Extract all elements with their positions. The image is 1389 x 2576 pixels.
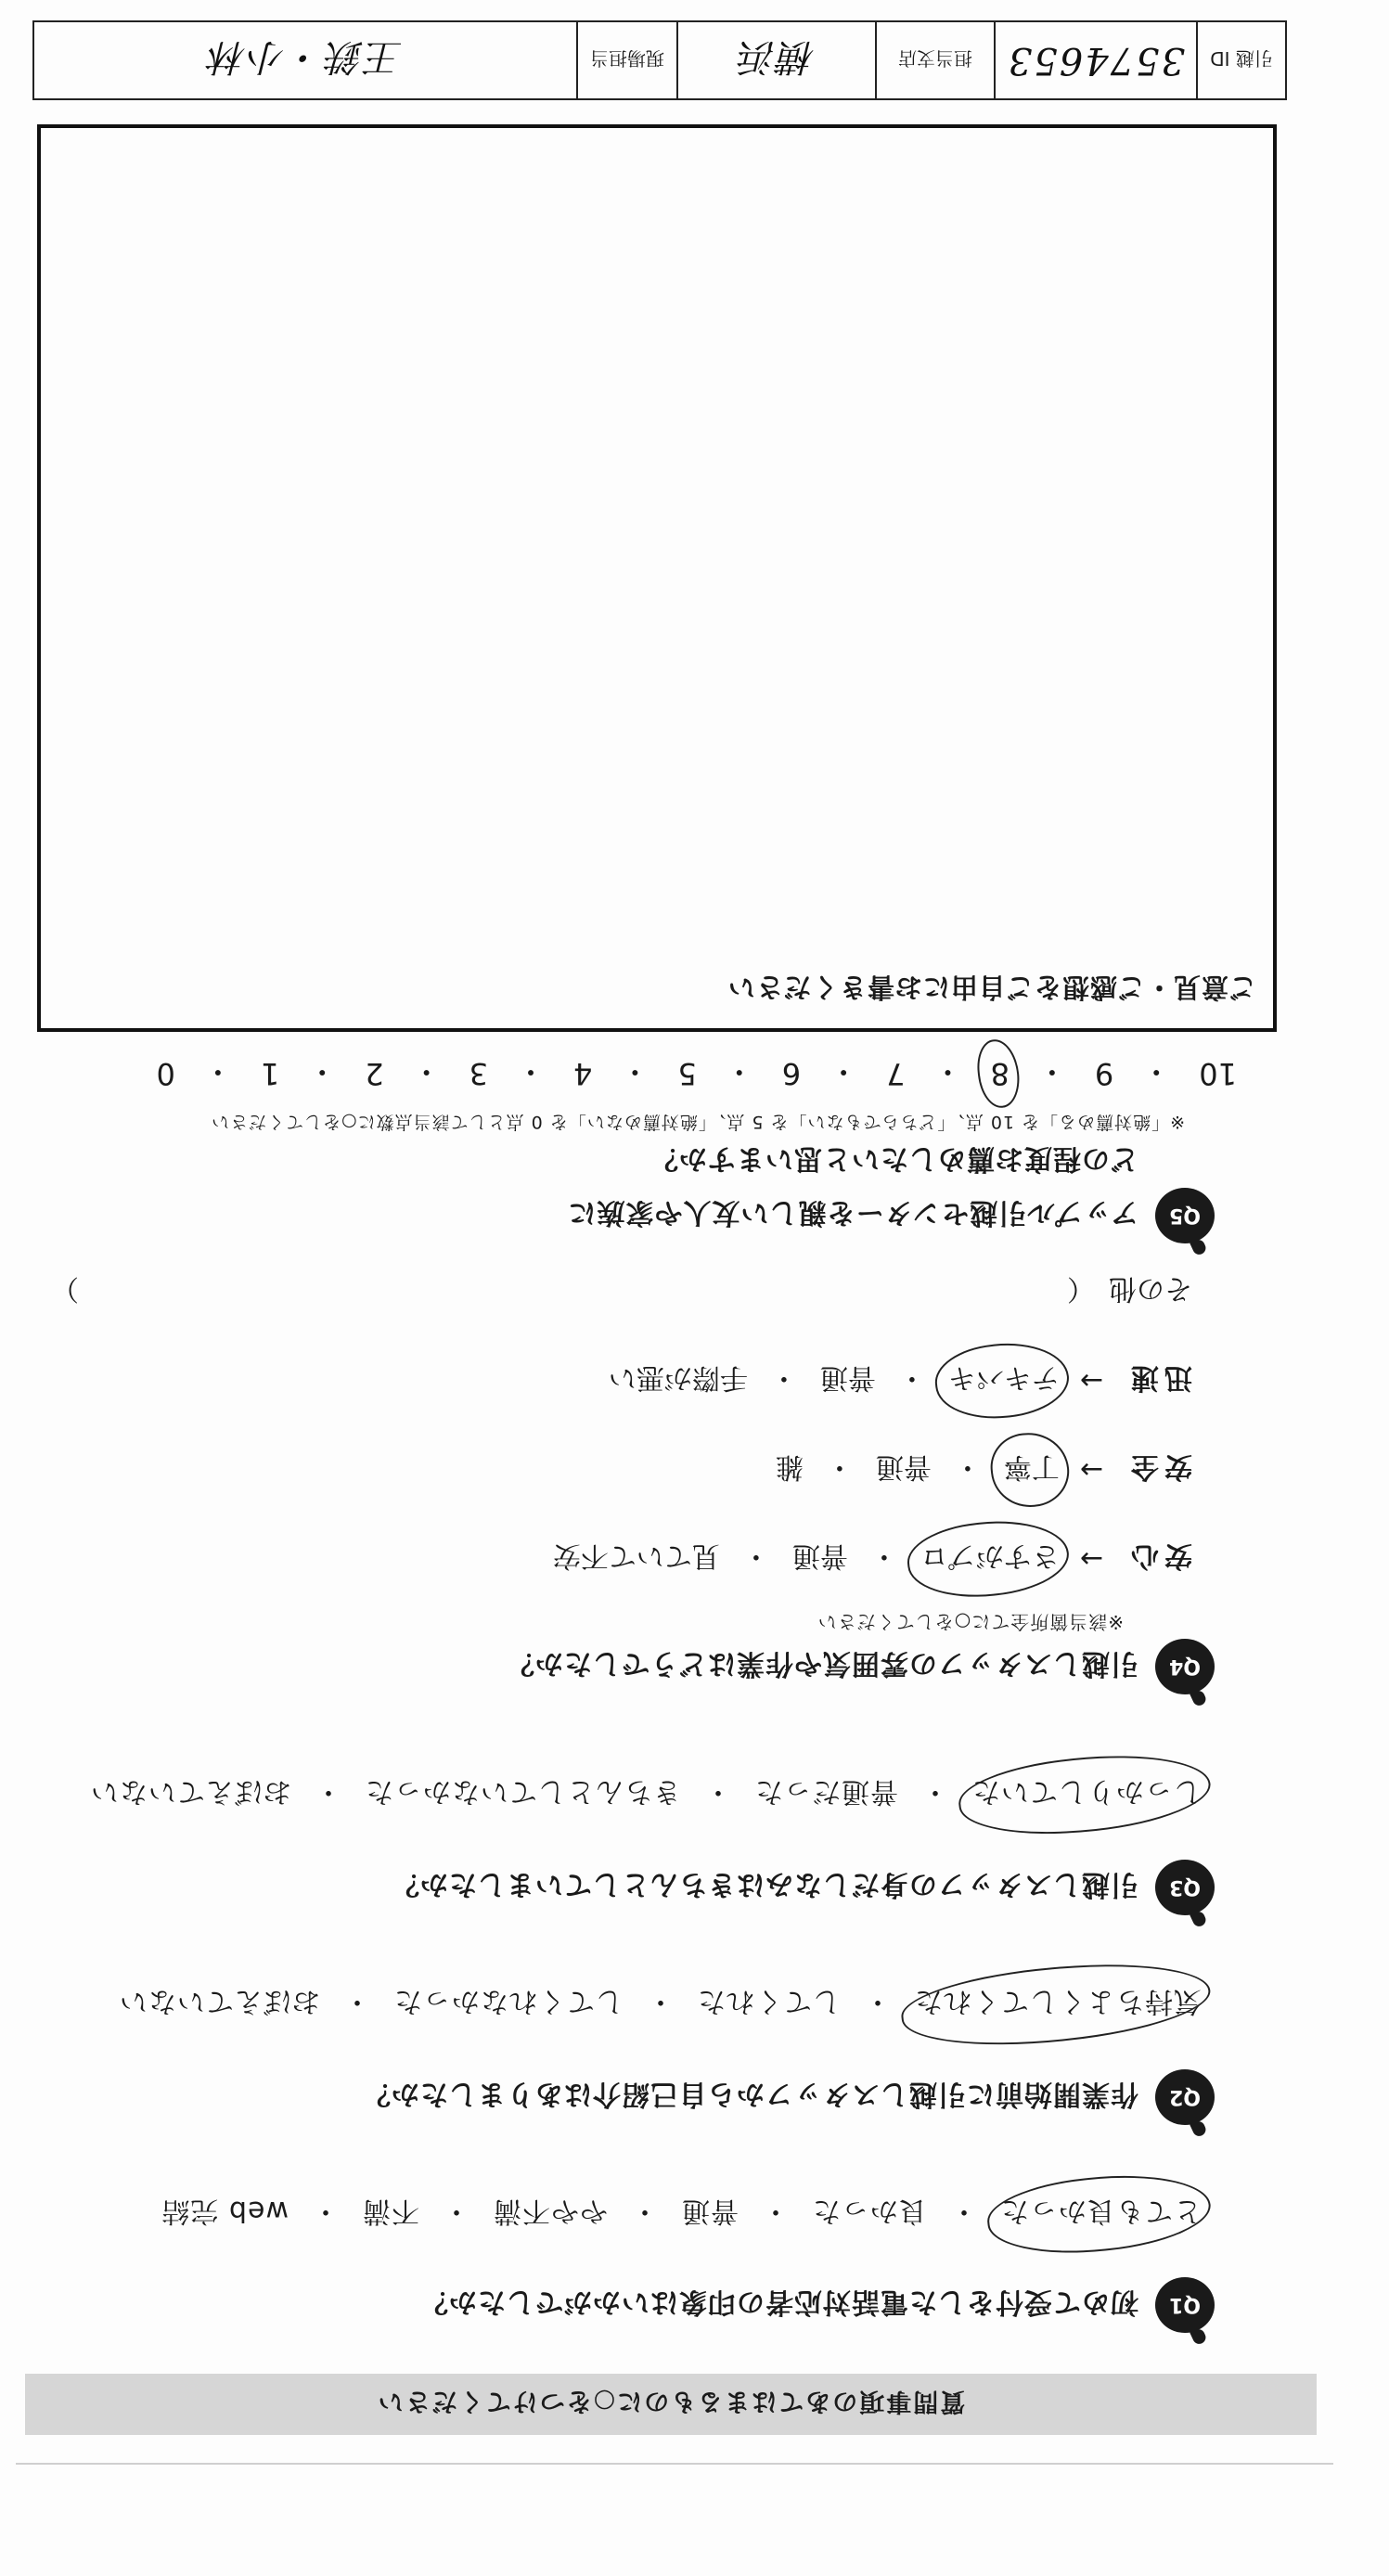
q1-badge: Q1: [1155, 2277, 1215, 2333]
question-5: [568, 1188, 1215, 1243]
q2-options: 気持ちよくしてくれた ・ してくれた ・ してくれなかった ・ おぼえていない: [119, 1984, 1202, 2025]
q4-option[interactable]: 丁寧: [1004, 1449, 1060, 1490]
q5-badge: Q5: [1155, 1188, 1215, 1243]
leader-value: 王鉄・小林: [208, 35, 403, 79]
q4-row-anshin: 安心 → さすがプロ ・ 普通 ・ 見ていて不安: [553, 1539, 1192, 1579]
question-3: [391, 1860, 1215, 1915]
q4-badge: Q4: [1155, 1639, 1215, 1694]
question-4: [506, 1639, 1215, 1694]
q4-row-label: 安心: [1125, 1539, 1192, 1572]
score-6[interactable]: 6: [781, 1056, 802, 1091]
score-2[interactable]: 2: [365, 1056, 384, 1091]
q5-note: ※「絶対薦める」を 10 点、「どちらでもない」を 5 点、「絶対薦めない」を 0 点として該当点数に○をしてください: [211, 1112, 1185, 1132]
q4-option[interactable]: 普通: [875, 1450, 932, 1483]
q4-row-jinsoku: 迅速 → テキパキ ・ 普通 ・ 手際が悪い: [609, 1360, 1192, 1401]
score-8[interactable]: 8: [990, 1056, 1010, 1091]
header-table: [32, 20, 1287, 100]
arrow-icon: →: [1079, 1542, 1103, 1576]
q3-option[interactable]: おぼえていない: [90, 1775, 291, 1808]
branch-label: 担当支店: [875, 22, 994, 98]
leader-label: 現場担当: [576, 22, 676, 98]
q4-row-anzen: 安全 → 丁寧 ・ 普通 ・ 雑: [776, 1449, 1192, 1490]
id-value: 3574653: [994, 22, 1196, 98]
comment-box[interactable]: [37, 124, 1277, 1032]
q2-option[interactable]: 気持ちよくしてくれた: [914, 1984, 1202, 2025]
q3-text: 引越しスタッフの身だしなみはきちんとしていましたか？: [391, 1868, 1138, 1900]
score-9[interactable]: 9: [1094, 1056, 1114, 1091]
q4-other-label: その他 （: [1067, 1272, 1192, 1305]
q3-badge: Q3: [1155, 1860, 1215, 1915]
score-10[interactable]: 10: [1199, 1056, 1237, 1091]
q4-row-label: 安全: [1125, 1450, 1192, 1483]
q3-option[interactable]: しっかりしていた: [971, 1774, 1202, 1815]
q3-option[interactable]: 普通だった: [754, 1775, 898, 1808]
score-0[interactable]: 0: [156, 1056, 175, 1091]
q5-text-line2: どの程度お薦めしたいと思いますか？: [649, 1142, 1138, 1175]
score-5[interactable]: 5: [677, 1056, 697, 1091]
q1-option[interactable]: やや不満: [493, 2195, 608, 2227]
q2-option[interactable]: おぼえていない: [119, 1985, 320, 2017]
q2-badge: Q2: [1155, 2069, 1215, 2125]
q1-option[interactable]: web 完結: [161, 2195, 289, 2227]
q5-scale: 10 ・ 9 ・ 8 ・ 7 ・ 6 ・ 5 ・ 4 ・ 3 ・ 2 ・ 1 ・ 0: [156, 1054, 1237, 1091]
q3-options: しっかりしていた ・ 普通だった ・ きちんとしていなかった ・ おぼえていない: [90, 1774, 1202, 1815]
q4-other-close: ）: [51, 1272, 79, 1305]
score-1[interactable]: 1: [260, 1056, 280, 1091]
arrow-icon: →: [1079, 1453, 1103, 1487]
comment-title: ご意見・ご感想をご自由にお書きください: [727, 972, 1256, 1003]
q1-option[interactable]: 良かった: [812, 2195, 927, 2227]
q2-text: 作業開始前に引越しスタッフから自己紹介はありましたか？: [362, 2078, 1138, 2110]
q1-option[interactable]: とても良かった: [1000, 2194, 1202, 2235]
score-4[interactable]: 4: [573, 1056, 593, 1091]
q4-other[interactable]: [51, 1271, 1192, 1312]
q5-text-line1: アップル引越センターを親しい友人や家族に: [567, 1196, 1138, 1229]
q4-option[interactable]: さすがプロ: [920, 1539, 1060, 1579]
score-3[interactable]: 3: [469, 1056, 489, 1091]
q2-option[interactable]: してくれなかった: [393, 1985, 624, 2017]
q1-option[interactable]: 不満: [362, 2195, 419, 2227]
q4-note: ※該当箇所全てに○をしてください: [817, 1611, 1124, 1633]
q1-options: とても良かった ・ 良かった ・ 普通 ・ やや不満 ・ 不満 ・ web 完結: [161, 2194, 1202, 2235]
q4-option[interactable]: 雑: [775, 1450, 804, 1483]
q4-row-label: 迅速: [1125, 1361, 1192, 1394]
question-1: [419, 2277, 1215, 2333]
q1-text: 初めて受付をした電話対応者の印象はいかがでしたか？: [419, 2286, 1138, 2318]
page-edge: [16, 2463, 1333, 2465]
instruction-text: 質問事項のあてはまるものに○をつけてください: [376, 2387, 966, 2416]
q4-text: 引越しスタッフの雰囲気や作業はどうでしたか？: [506, 1647, 1138, 1680]
id-label: 引越 ID: [1196, 22, 1285, 98]
q4-option[interactable]: 手際が悪い: [608, 1361, 748, 1394]
q4-option[interactable]: 見ていて不安: [552, 1539, 720, 1572]
q3-option[interactable]: きちんとしていなかった: [365, 1775, 681, 1808]
question-2: [362, 2069, 1215, 2125]
q2-option[interactable]: してくれた: [697, 1985, 841, 2017]
branch-value: 横浜: [676, 22, 875, 98]
q4-option[interactable]: 普通: [819, 1361, 876, 1394]
q4-option[interactable]: テキパキ: [948, 1360, 1060, 1401]
q1-option[interactable]: 普通: [681, 2195, 739, 2227]
arrow-icon: →: [1079, 1364, 1103, 1397]
instruction-band: [25, 2374, 1317, 2435]
q4-option[interactable]: 普通: [791, 1539, 848, 1572]
score-7[interactable]: 7: [886, 1056, 906, 1091]
